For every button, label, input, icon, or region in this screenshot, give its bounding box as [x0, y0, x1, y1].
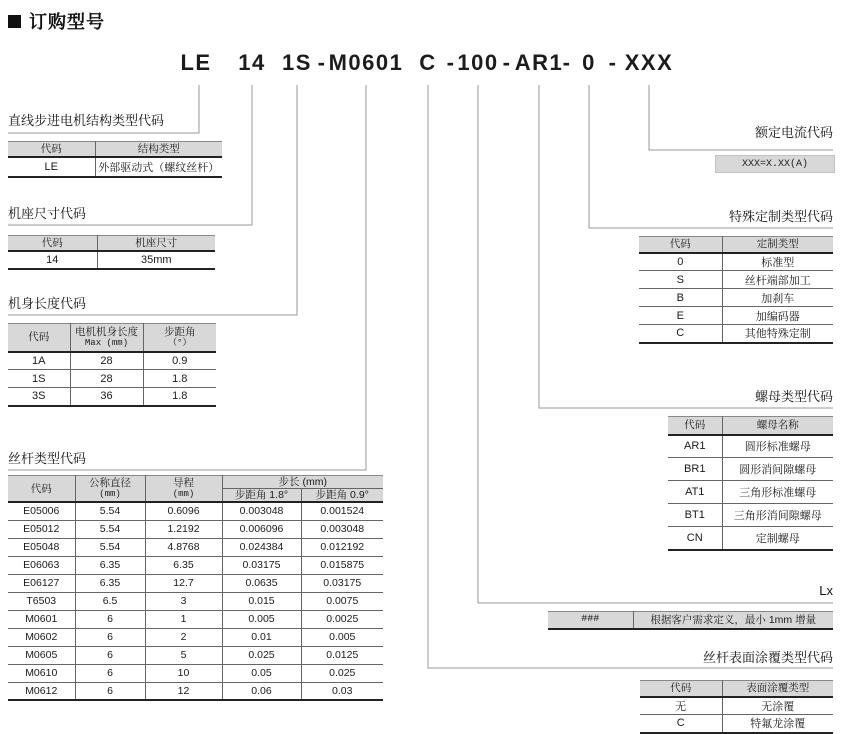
table-cell: 特氟龙涂覆 [722, 715, 833, 733]
table-cell: 1.8 [143, 370, 216, 388]
body-length-table [8, 323, 216, 407]
table-cell: 0.012192 [301, 538, 383, 556]
table-cell: ### [548, 612, 633, 629]
table-cell: 0.006096 [222, 520, 301, 538]
table-cell: 0.0025 [301, 610, 383, 628]
table-cell: 3 [145, 592, 222, 610]
model-segment-xxx: XXX [624, 50, 674, 75]
table-cell: 36 [70, 388, 143, 406]
column-header-line: (mm) [172, 489, 195, 500]
table-cell: 6 [75, 664, 145, 682]
model-segment-1s: 1S [282, 50, 312, 75]
table-row [8, 388, 216, 406]
model-separator: - [608, 50, 618, 75]
table-cell: 三角形标准螺母 [722, 481, 833, 504]
table-cell: 标准型 [722, 253, 833, 271]
table-cell: 6 [75, 646, 145, 664]
model-number [0, 50, 841, 78]
table-row [8, 556, 383, 574]
table-cell: 14 [8, 251, 97, 269]
table-cell: 0.024384 [222, 538, 301, 556]
table-cell: LE [8, 157, 95, 177]
model-segment-0: 0 [582, 50, 596, 75]
square-bullet-icon [8, 15, 21, 28]
page-heading [8, 8, 105, 34]
table-cell: 三角形消间隙螺母 [722, 504, 833, 527]
table-cell: 0.03 [301, 682, 383, 700]
table-row [668, 527, 833, 550]
column-header-line: (mm) [99, 489, 121, 500]
table-cell: 无 [640, 697, 722, 715]
table-cell: 10 [145, 664, 222, 682]
column-header [70, 324, 143, 352]
table-cell: 0.9 [143, 352, 216, 370]
column-header: 定制类型 [722, 237, 833, 253]
table-cell: 6 [75, 610, 145, 628]
table-cell: 根据客户需求定义，最小 1mm 增量 [633, 612, 833, 629]
table-cell: 12.7 [145, 574, 222, 592]
table-cell: M0605 [8, 646, 75, 664]
table-row [8, 538, 383, 556]
section-title-rated-current: 额定电流代码 [754, 125, 833, 140]
table-cell: 4.8768 [145, 538, 222, 556]
table-cell: 28 [70, 352, 143, 370]
nut-type-table [668, 416, 833, 551]
table-cell: M0612 [8, 682, 75, 700]
table-cell: S [639, 271, 722, 289]
table-row [8, 251, 215, 269]
table-cell: 12 [145, 682, 222, 700]
column-header-line: 电机机身长度 [75, 326, 138, 339]
column-header: 代码 [8, 476, 75, 503]
column-header-line: （°） [168, 338, 192, 349]
table-cell: 0.0635 [222, 574, 301, 592]
table-cell: B [639, 289, 722, 307]
table-row [668, 481, 833, 504]
table-cell: 5 [145, 646, 222, 664]
table-row [548, 612, 833, 629]
model-segment-ar1: AR1 [514, 50, 564, 75]
table-cell: C [639, 325, 722, 343]
coating-table [640, 680, 833, 734]
table-cell: 6.35 [75, 574, 145, 592]
table-row [8, 664, 383, 682]
table-cell: E06063 [8, 556, 75, 574]
column-header [75, 476, 145, 503]
table-row [8, 646, 383, 664]
table-cell: 0.005 [222, 610, 301, 628]
table-cell: CN [668, 527, 722, 550]
table-cell: 1A [8, 352, 70, 370]
table-cell: 6 [75, 682, 145, 700]
custom-type-table [639, 236, 833, 344]
table-row [8, 574, 383, 592]
table-row [8, 352, 216, 370]
column-header: 机座尺寸 [97, 236, 215, 251]
column-header: 结构类型 [95, 142, 222, 157]
table-cell: 35mm [97, 251, 215, 269]
table-cell: 0.003048 [222, 502, 301, 520]
model-segment-100: 100 [457, 50, 499, 75]
table-cell: 0.025 [222, 646, 301, 664]
section-title-frame-size: 机座尺寸代码 [8, 206, 87, 221]
table-cell: 加刹车 [722, 289, 833, 307]
column-header-step-group: 步长 (mm) [222, 476, 383, 489]
column-header: 代码 [8, 324, 70, 352]
frame-size-table [8, 235, 215, 270]
table-cell: 加编码器 [722, 307, 833, 325]
table-cell: 0.015 [222, 592, 301, 610]
table-cell: 1S [8, 370, 70, 388]
table-cell: E06127 [8, 574, 75, 592]
table-row [639, 253, 833, 271]
table-row [8, 157, 222, 177]
table-row [668, 435, 833, 458]
table-cell: 2 [145, 628, 222, 646]
section-title-body-length: 机身长度代码 [8, 296, 87, 311]
column-header: 表面涂覆类型 [722, 681, 833, 697]
table-cell: 0.01 [222, 628, 301, 646]
column-header: 螺母名称 [722, 417, 833, 435]
table-cell: 6 [75, 628, 145, 646]
table-cell: C [640, 715, 722, 733]
table-cell: 0.0075 [301, 592, 383, 610]
section-title-screw-type: 丝杆类型代码 [8, 451, 87, 466]
table-row [639, 289, 833, 307]
section-title-structure-type: 直线步进电机结构类型代码 [8, 113, 165, 128]
section-title-custom-type: 特殊定制类型代码 [728, 209, 833, 224]
table-row [639, 271, 833, 289]
model-separator: - [562, 50, 572, 75]
table-cell: AR1 [668, 435, 722, 458]
table-cell: 6.35 [145, 556, 222, 574]
table-cell: 0.6096 [145, 502, 222, 520]
structure-type-table [8, 141, 222, 178]
table-cell: 1.2192 [145, 520, 222, 538]
table-cell: 0.06 [222, 682, 301, 700]
model-segment-m0601: M0601 [328, 50, 404, 75]
column-header: 代码 [668, 417, 722, 435]
table-cell: 3S [8, 388, 70, 406]
table-cell: 丝杆端部加工 [722, 271, 833, 289]
table-cell: E05012 [8, 520, 75, 538]
table-row [668, 504, 833, 527]
table-cell: 1.8 [143, 388, 216, 406]
table-cell: 1 [145, 610, 222, 628]
rated-current-note: XXX=X.XX(A) [715, 155, 835, 173]
column-header-line: 公称直径 [89, 477, 131, 490]
table-cell: E05006 [8, 502, 75, 520]
table-cell: 0.0125 [301, 646, 383, 664]
model-segment-le: LE [180, 50, 212, 75]
table-cell: 6.5 [75, 592, 145, 610]
table-cell: 无涂覆 [722, 697, 833, 715]
lx-table [548, 611, 833, 630]
section-title-coating: 丝杆表面涂覆类型代码 [702, 650, 833, 665]
table-row [8, 628, 383, 646]
table-cell: E05048 [8, 538, 75, 556]
model-separator: - [446, 50, 456, 75]
table-row [8, 682, 383, 700]
table-cell: 0.03175 [222, 556, 301, 574]
table-cell: 0.001524 [301, 502, 383, 520]
table-cell: 定制螺母 [722, 527, 833, 550]
table-cell: M0601 [8, 610, 75, 628]
section-title-nut-type: 螺母类型代码 [754, 389, 833, 404]
table-cell: 5.54 [75, 502, 145, 520]
table-cell: M0610 [8, 664, 75, 682]
table-cell: 外部驱动式（螺纹丝杆） [95, 157, 222, 177]
table-row [8, 610, 383, 628]
table-cell: 0.015875 [301, 556, 383, 574]
model-segment-c: C [419, 50, 437, 75]
model-separator: - [502, 50, 512, 75]
table-cell: 0.03175 [301, 574, 383, 592]
table-cell: 0.05 [222, 664, 301, 682]
column-header [145, 476, 222, 503]
page-title: 订购型号 [29, 12, 105, 32]
table-cell: 圆形消间隙螺母 [722, 458, 833, 481]
table-row [640, 697, 833, 715]
table-cell: BR1 [668, 458, 722, 481]
table-cell: 0 [639, 253, 722, 271]
column-header: 步距角 1.8° [222, 489, 301, 503]
section-title-lx: Lx [819, 583, 833, 598]
table-row [8, 370, 216, 388]
table-cell: 28 [70, 370, 143, 388]
table-cell: 0.003048 [301, 520, 383, 538]
table-cell: 5.54 [75, 538, 145, 556]
model-segment-14: 14 [238, 50, 266, 75]
table-cell: 0.025 [301, 664, 383, 682]
column-header: 代码 [8, 236, 97, 251]
table-cell: E [639, 307, 722, 325]
table-row [8, 520, 383, 538]
column-header: 代码 [8, 142, 95, 157]
table-row [8, 592, 383, 610]
column-header: 步距角 0.9° [301, 489, 383, 503]
table-row [640, 715, 833, 733]
column-header: 代码 [640, 681, 722, 697]
table-cell: 0.005 [301, 628, 383, 646]
column-header [143, 324, 216, 352]
column-header: 代码 [639, 237, 722, 253]
table-cell: 圆形标准螺母 [722, 435, 833, 458]
model-separator: - [317, 50, 327, 75]
table-row [639, 325, 833, 343]
column-header-line: Max (mm) [84, 338, 129, 349]
column-header-line: 导程 [173, 477, 194, 490]
table-row [668, 458, 833, 481]
table-cell: AT1 [668, 481, 722, 504]
table-cell: 其他特殊定制 [722, 325, 833, 343]
table-cell: BT1 [668, 504, 722, 527]
table-cell: M0602 [8, 628, 75, 646]
screw-type-table [8, 475, 383, 701]
table-cell: 5.54 [75, 520, 145, 538]
table-cell: T6503 [8, 592, 75, 610]
column-header-line: 步距角 [164, 326, 196, 339]
table-row [8, 502, 383, 520]
table-cell: 6.35 [75, 556, 145, 574]
table-row [639, 307, 833, 325]
